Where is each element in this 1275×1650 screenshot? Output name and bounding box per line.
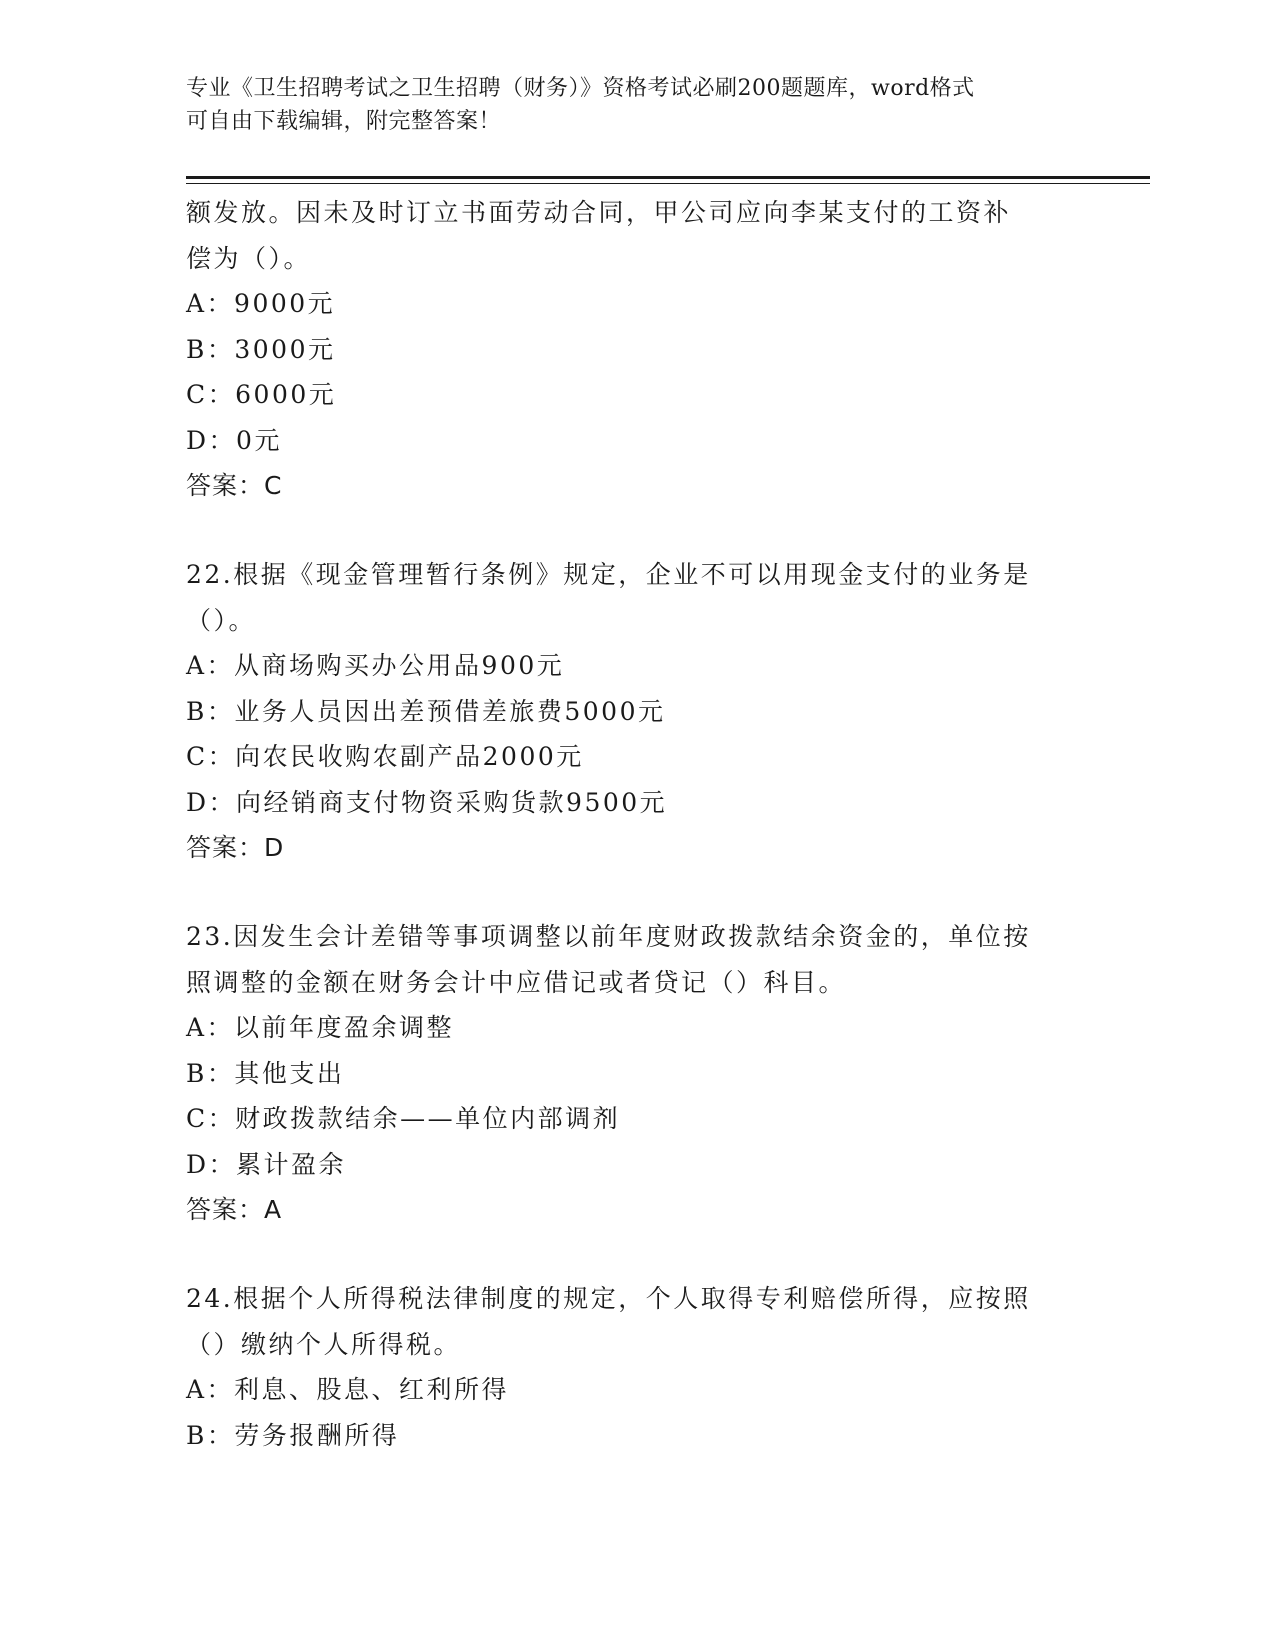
question-22 [186,552,1076,871]
option-a: A：利息、股息、红利所得 [186,1375,510,1404]
question-24 [186,1276,1076,1458]
option-a: A：以前年度盈余调整 [186,1013,455,1042]
question-spacer [186,509,1076,552]
document-header [186,72,1066,138]
answer-line: 答案：A [186,1195,283,1224]
question-stem-line: 23.因发生会计差错等事项调整以前年度财政拨款结余资金的，单位按 [186,922,1031,951]
option-b: B：劳务报酬所得 [186,1420,400,1450]
question-stem-line: 22.根据《现金管理暂行条例》规定，企业不可以用现金支付的业务是 [186,560,1031,589]
question-21-continued [186,190,1076,509]
question-stem-line: （）缴纳个人所得税。 [186,1329,462,1359]
option-d: D：累计盈余 [186,1149,347,1179]
option-a: A：9000元 [186,289,336,318]
question-stem-line: 额发放。因未及时订立书面劳动合同，甲公司应向李某支付的工资补 [186,198,1012,227]
header-title-line-2: 可自由下载编辑，附完整答案！ [186,109,502,134]
option-a: A：从商场购买办公用品900元 [186,651,565,680]
option-b: B：业务人员因出差预借差旅费5000元 [186,696,666,726]
question-list [186,190,1076,1458]
option-d: D：向经销商支付物资采购货款9500元 [186,787,668,817]
question-spacer [186,1233,1076,1276]
question-stem-line: 24.根据个人所得税法律制度的规定，个人取得专利赔偿所得，应按照 [186,1284,1031,1313]
question-23 [186,914,1076,1233]
question-spacer [186,871,1076,914]
option-b: B：其他支出 [186,1058,345,1088]
header-divider-thick [186,176,1150,179]
option-d: D：0元 [186,425,282,455]
question-stem-line: 照调整的金额在财务会计中应借记或者贷记（）科目。 [186,967,847,997]
option-c: C：向农民收购农副产品2000元 [186,742,584,771]
question-stem-line: （）。 [186,605,257,635]
answer-line: 答案：C [186,471,283,500]
option-c: C：财政拨款结余——单位内部调剂 [186,1104,621,1133]
option-c: C：6000元 [186,380,337,409]
question-stem-line: 偿为（）。 [186,243,312,273]
header-title-line-1: 专业《卫生招聘考试之卫生招聘（财务）》资格考试必刷200题题库，word格式 [186,76,975,101]
header-divider-thin [186,183,1150,184]
answer-line: 答案：D [186,833,285,862]
option-b: B：3000元 [186,334,336,364]
